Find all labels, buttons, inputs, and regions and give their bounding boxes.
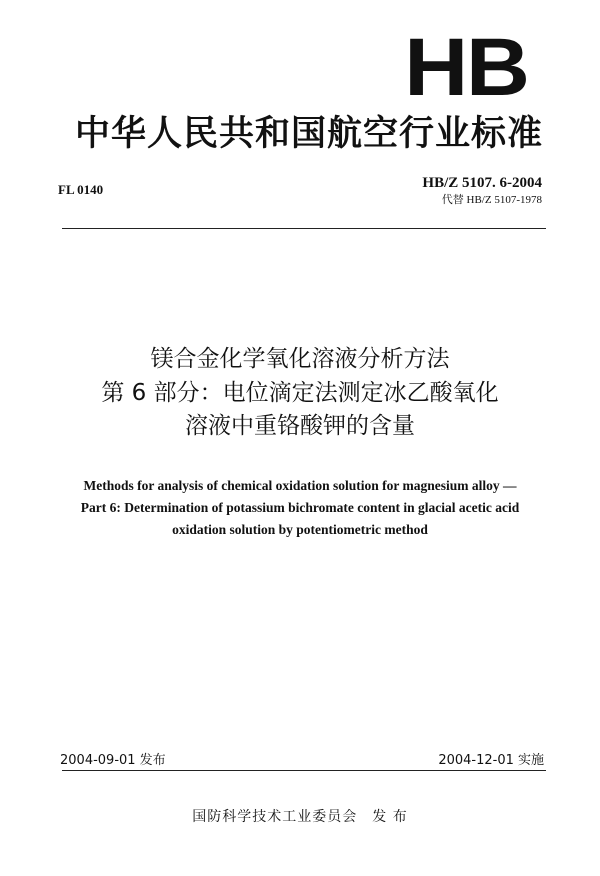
standard-number: HB/Z 5107. 6-2004 (422, 175, 542, 191)
implementation-date: 2004-12-01 实施 (438, 753, 544, 768)
chinese-title-line-2: 第 6 部分：电位滴定法测定冰乙酸氧化 (101, 380, 499, 406)
english-title-line-2: Part 6: Determination of potassium bichromate content in glacial acetic acid (80, 500, 520, 515)
chinese-title-line-1: 镁合金化学氧化溶液分析方法 (150, 346, 450, 372)
publisher: 国防科学技术工业委员会 发 布 (192, 809, 408, 825)
classification-code: FL 0140 (58, 182, 104, 197)
footer-divider (62, 770, 546, 771)
issue-date: 2004-09-01 发布 (60, 753, 166, 768)
replaces-note: 代替 HB/Z 5107-1978 (441, 194, 542, 206)
english-title-line-3: oxidation solution by potentiometric method (172, 522, 428, 537)
hb-logo: HB (404, 22, 528, 113)
english-title-line-1: Methods for analysis of chemical oxidation solution for magnesium alloy — (83, 478, 517, 493)
standard-title: 中华人民共和国航空行业标准 (74, 114, 543, 154)
chinese-title-line-3: 溶液中重铬酸钾的含量 (185, 413, 415, 439)
header-divider (62, 228, 546, 229)
